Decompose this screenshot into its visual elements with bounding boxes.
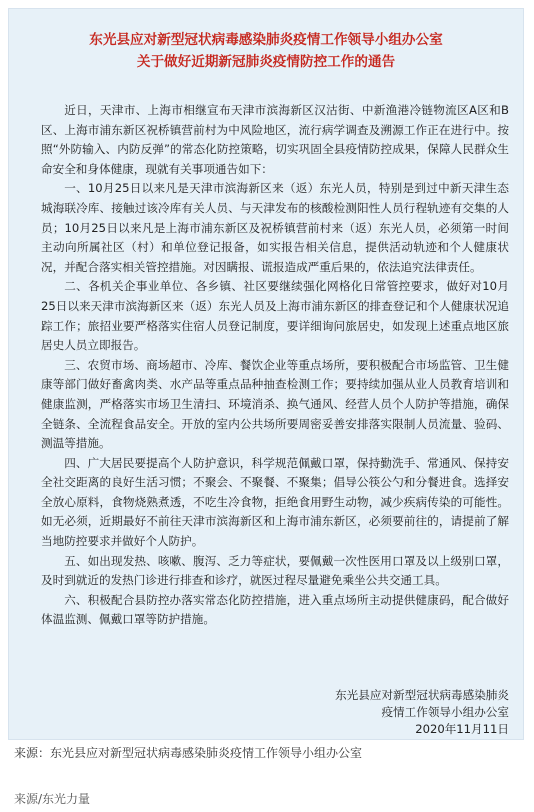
signature-issuer-line2: 疫情工作领导小组办公室 bbox=[381, 705, 509, 719]
notice-paragraph-1: 一、10月25日以来凡是天津市滨海新区来（返）东光人员，特别是到过中新天津生态城海联冷库、接触过该冷库有关人员、与天津发布的核酸检测阳性人员行程轨迹有交集的人员；10月25日以来凡是上海市浦东新区及祝桥镇营前村来（返）东光人员，必须第一时间主动向所属社区（村）和单位登记报备，如实报告相关信息，提供活动轨迹和个人健康状况，并配合落实相关管控措施。对因瞒报、谎报造成严重后果的，依法追究法律责任。 bbox=[41, 181, 509, 274]
notice-paragraph-4: 四、广大居民要提高个人防护意识，科学规范佩戴口罩，保持勤洗手、常通风、保持安全社交距离的良好生活习惯；不聚会、不聚餐、不聚集；倡导公筷公勺和分餐进食。选择安全放心原料，食物烧熟煮透，不吃生冷食物，拒绝食用野生动物，减少疾病传染的可能性。如无必须，近期最好不前往天津市滨海新区和上海市浦东新区，必须要前往的，请提前了解当地防控要求并做好个人防护。 bbox=[41, 455, 509, 549]
notice-signature bbox=[279, 687, 509, 738]
signature-issuer-line1: 东光县应对新型冠状病毒感染肺炎 bbox=[335, 688, 509, 702]
notice-paragraph-6: 六、积极配合县防控办落实常态化防控措施，进入重点场所主动提供健康码，配合做好体温监测、佩戴口罩等防护措施。 bbox=[41, 592, 509, 627]
notice-card bbox=[8, 8, 524, 740]
notice-paragraph-2: 二、各机关企事业单位、各乡镇、社区要继续强化网格化日常管控要求，做好对10月25日以来天津市滨海新区来（返）东光人员及上海市浦东新区的排查登记和个人健康状况追踪工作；旅招业要严格落实住宿人员登记制度，要详细询问旅居史，如发现上述重点地区旅居史人员立即报告。 bbox=[41, 279, 509, 353]
notice-body bbox=[41, 101, 509, 630]
notice-title-issuer: 东光县应对新型冠状病毒感染肺炎疫情工作领导小组办公室 bbox=[89, 32, 443, 48]
notice-paragraph-3: 三、农贸市场、商场超市、冷库、餐饮企业等重点场所，要积极配合市场监管、卫生健康等部门做好畜禽肉类、水产品等重点品种抽查检测工作；要持续加强从业人员教育培训和健康监测，严格落实市场卫生清扫、环境消杀、换气通风、经营人员个人防护等措施，确保全链条、全流程食品安全。开放的室内公共场所要周密妥善安排落实限制人员流量、验码、测温等措施。 bbox=[41, 357, 509, 451]
notice-paragraph-intro: 近日，天津市、上海市相继宣布天津市滨海新区汉沽街、中新渔港冷链物流区A区和B区、上海市浦东新区祝桥镇营前村为中风险地区，流行病学调查及溯源工作正在进行中。按照“外防输入、内防反弹”的常态化防控策略，切实巩固全县疫情防控成果，保障人民群众生命安全和身体健康，现就有关事项通告如下： bbox=[41, 103, 509, 176]
notice-paragraph-5: 五、如出现发热、咳嗽、腹泻、乏力等症状，要佩戴一次性医用口罩及以上级别口罩，及时到就近的发热门诊进行排查和诊疗，就医过程尽量避免乘坐公共交通工具。 bbox=[41, 553, 509, 588]
notice-title-subject: 关于做好近期新冠肺炎疫情防控工作的通告 bbox=[136, 54, 396, 70]
signature-date: 2020年11月11日 bbox=[415, 722, 509, 736]
credit-line: 来源/东光力量 bbox=[14, 792, 91, 806]
source-line: 来源：东光县应对新型冠状病毒感染肺炎疫情工作领导小组办公室 bbox=[14, 746, 363, 760]
